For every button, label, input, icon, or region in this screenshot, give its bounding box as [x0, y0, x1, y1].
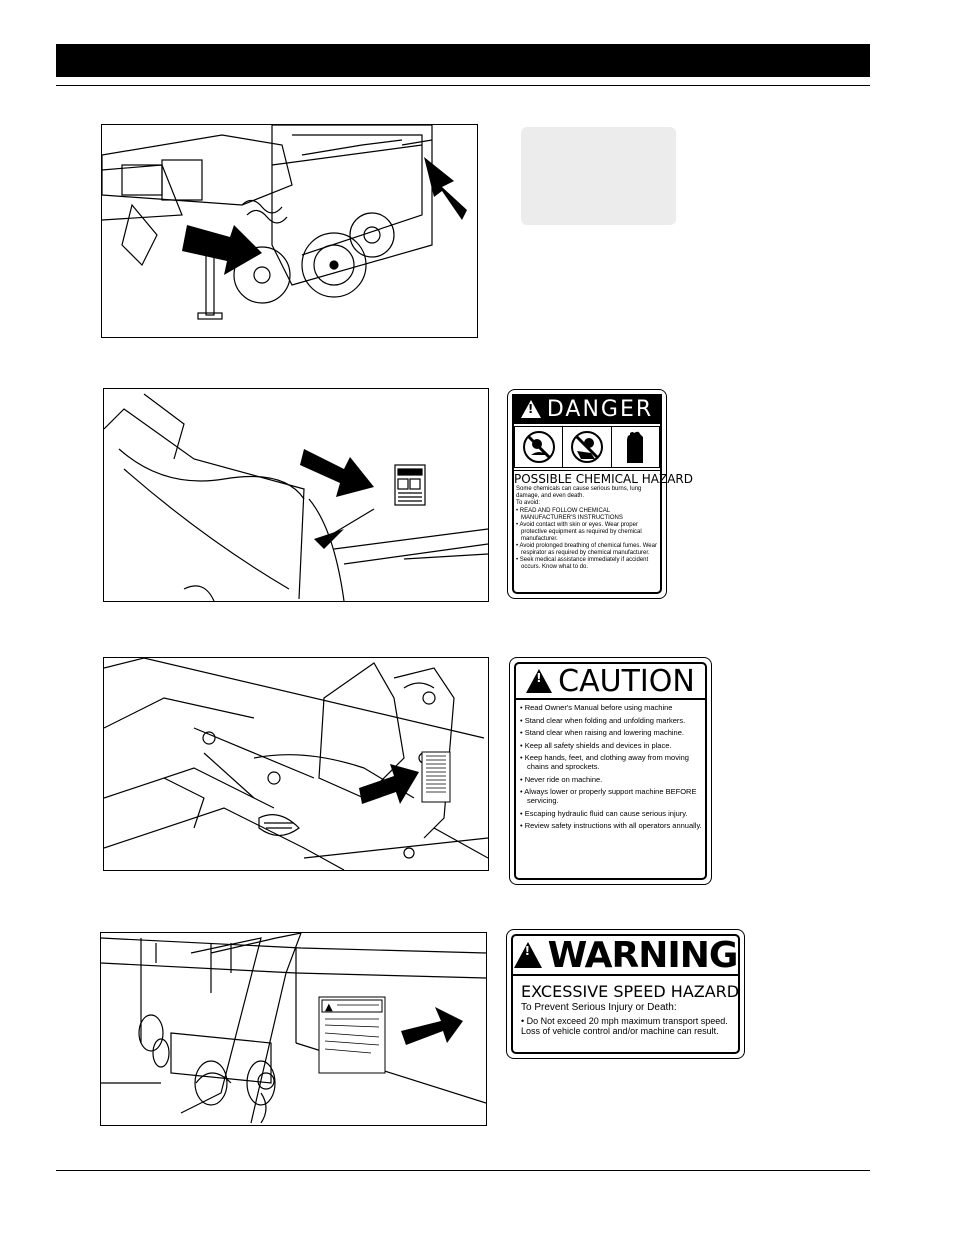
- chemical-hopper-illustration: [103, 388, 489, 602]
- warning-item: • Do Not exceed 20 mph maximum transport speed. Loss of vehicle control and/or machine can result.: [521, 1016, 728, 1036]
- caution-body: [520, 703, 703, 834]
- danger-hazard-title: POSSIBLE CHEMICAL HAZARD: [514, 472, 693, 486]
- warning-signal-word: WARNING: [547, 934, 738, 976]
- danger-signal-word: DANGER: [546, 396, 654, 422]
- warning-header: [513, 936, 738, 976]
- protective-glove-icon: [612, 427, 659, 467]
- danger-header: [512, 394, 662, 424]
- caution-item-list: [520, 703, 703, 830]
- caution-item: • Always lower or properly support machine BEFORE servicing.: [520, 787, 697, 805]
- caution-item: • Read Owner's Manual before using machine: [520, 703, 673, 712]
- hitch-tongue-illustration: [100, 932, 487, 1126]
- danger-body: [516, 486, 660, 571]
- caution-item: • Never ride on machine.: [520, 774, 603, 784]
- blank-decal-placeholder: [521, 127, 676, 225]
- danger-decal: [507, 389, 693, 599]
- danger-item: • READ AND FOLLOW CHEMICAL MANUFACTURER'S INSTRUCTIONS: [516, 508, 623, 521]
- warning-hazard-title: EXCESSIVE SPEED HAZARD: [521, 982, 740, 1001]
- caution-item: • Review safety instructions with all operators annually.: [520, 821, 702, 830]
- svg-text:▲: ▲: [325, 1002, 333, 1013]
- caution-decal: [509, 657, 712, 885]
- danger-pictograms: [514, 426, 660, 468]
- caution-item: • Keep all safety shields and devices in place.: [520, 740, 672, 750]
- warning-triangle-icon: [526, 669, 552, 693]
- caution-header: [516, 664, 705, 700]
- caution-item: • Stand clear when folding and unfolding markers.: [520, 715, 686, 725]
- caution-item: • Escaping hydraulic fluid can cause serious injury.: [520, 808, 688, 818]
- danger-to-avoid: To avoid:: [516, 500, 541, 506]
- header-rule: [56, 85, 870, 86]
- planter-row-unit-illustration: [101, 124, 478, 338]
- no-breathing-fumes-icon: [515, 427, 563, 467]
- danger-item: • Seek medical assistance immediately if accident occurs. Know what to do.: [516, 557, 649, 570]
- warning-decal: [506, 929, 745, 1059]
- danger-intro: Some chemicals can cause serious burns, lung damage, and even death.: [516, 486, 642, 499]
- footer-rule: [56, 1170, 870, 1171]
- no-skin-contact-icon: [563, 427, 611, 467]
- warning-triangle-icon: [514, 942, 542, 968]
- caution-item: • Keep hands, feet, and clothing away from moving chains and sprockets.: [520, 753, 689, 771]
- header-bar: [56, 44, 870, 77]
- danger-item: • Avoid contact with skin or eyes. Wear proper protective equipment as required by chemical manufacturer.: [516, 522, 642, 542]
- frame-hitch-illustration: [103, 657, 489, 871]
- danger-item: • Avoid prolonged breathing of chemical fumes. Wear respirator as required by chemical manufacturer.: [516, 543, 657, 556]
- caution-item: • Stand clear when raising and lowering machine.: [520, 728, 684, 737]
- caution-signal-word: CAUTION: [558, 663, 695, 699]
- warning-subtitle: To Prevent Serious Injury or Death:: [521, 1002, 677, 1013]
- warning-triangle-icon: [521, 400, 541, 418]
- danger-item-list: [516, 508, 660, 571]
